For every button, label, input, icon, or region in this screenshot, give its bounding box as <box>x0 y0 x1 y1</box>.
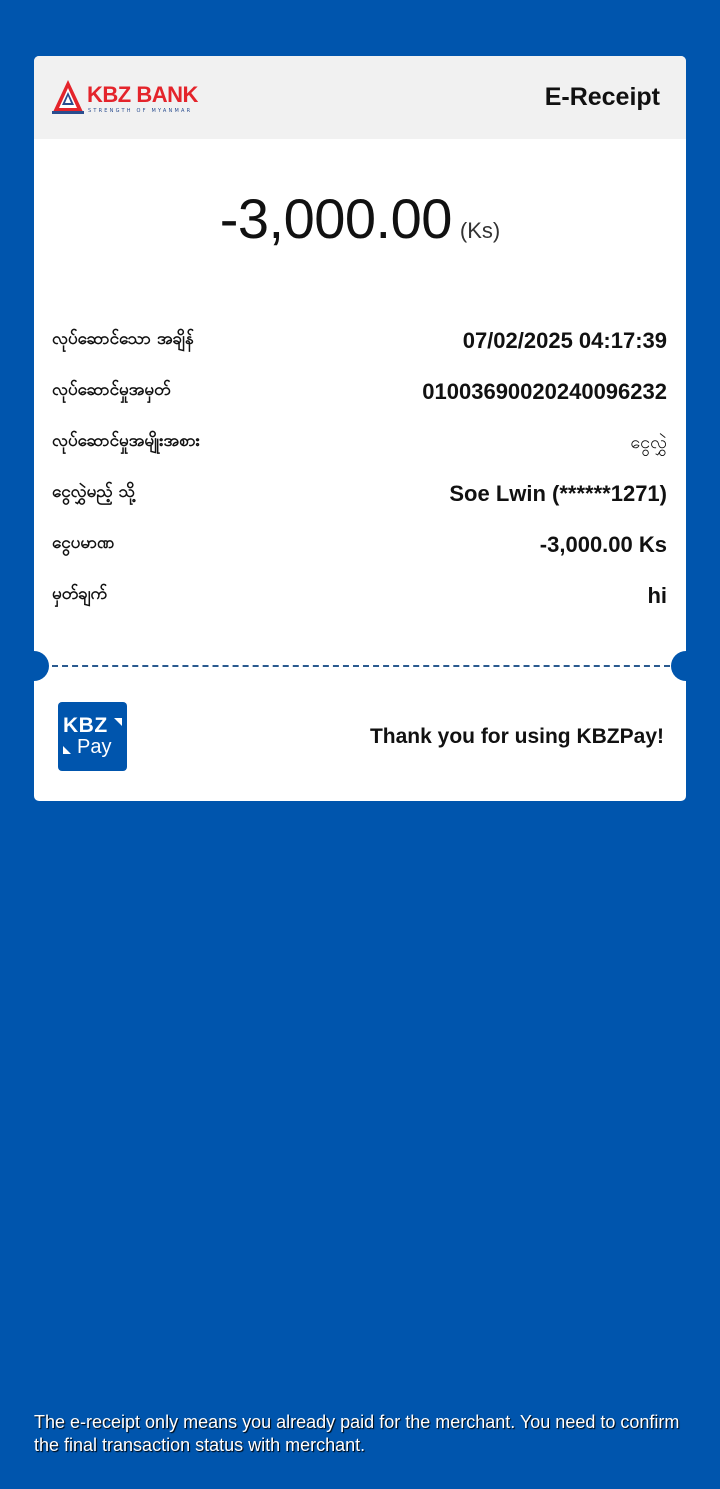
dashed-divider <box>52 665 670 667</box>
detail-value: 01003690020240096232 <box>422 379 667 404</box>
detail-row-time <box>52 326 667 377</box>
detail-label: ငွေလွှဲမည့် သို့ <box>52 482 136 502</box>
detail-row-notes <box>52 581 667 632</box>
receipt-title: E-Receipt <box>544 83 660 111</box>
receipt-header <box>34 56 686 139</box>
bank-name: KBZ BANK <box>87 82 198 107</box>
disclaimer-text: The e-receipt only means you already paid for the merchant. You need to confirm the final transaction status with merchant. <box>34 1412 680 1455</box>
thank-you-message: Thank you for using KBZPay! <box>369 725 664 748</box>
detail-label: မှတ်ချက် <box>52 584 108 604</box>
transaction-details <box>52 326 667 632</box>
detail-label: ငွေပမာဏ <box>52 533 115 553</box>
detail-label: လုပ်ဆောင်မှုအမျိုးအစား <box>52 431 201 451</box>
detail-row-transaction-id <box>52 377 667 428</box>
logo-corner-mark <box>63 746 71 754</box>
detail-value: -3,000.00 Ks <box>539 532 667 557</box>
kbz-bank-logo <box>52 78 212 118</box>
detail-row-recipient <box>52 479 667 530</box>
ticket-notch-right <box>671 651 686 681</box>
detail-row-amount <box>52 530 667 581</box>
amount-display <box>34 186 686 251</box>
detail-value: hi <box>647 583 667 608</box>
amount-unit: (Ks) <box>459 218 501 243</box>
kbzpay-logo-icon <box>58 702 127 771</box>
detail-value: 07/02/2025 04:17:39 <box>462 328 667 353</box>
detail-row-transaction-type <box>52 428 667 479</box>
detail-label: လုပ်ဆောင်သော အချိန် <box>52 329 194 349</box>
ticket-notch-left <box>34 651 49 681</box>
amount-value: -3,000.00 <box>219 187 452 250</box>
bank-tagline: STRENGTH OF MYANMAR <box>88 108 193 114</box>
logo-corner-mark <box>114 718 122 726</box>
kbzpay-logo-kbz: KBZ <box>63 714 108 737</box>
e-receipt-card <box>34 56 686 801</box>
detail-value: ငွေလွှဲ <box>630 432 667 453</box>
kbzpay-logo-pay: Pay <box>77 736 112 758</box>
detail-value: Soe Lwin (******1271) <box>449 481 667 506</box>
kbz-triangle-icon <box>52 78 84 114</box>
detail-label: လုပ်ဆောင်မှုအမှတ် <box>52 380 171 400</box>
